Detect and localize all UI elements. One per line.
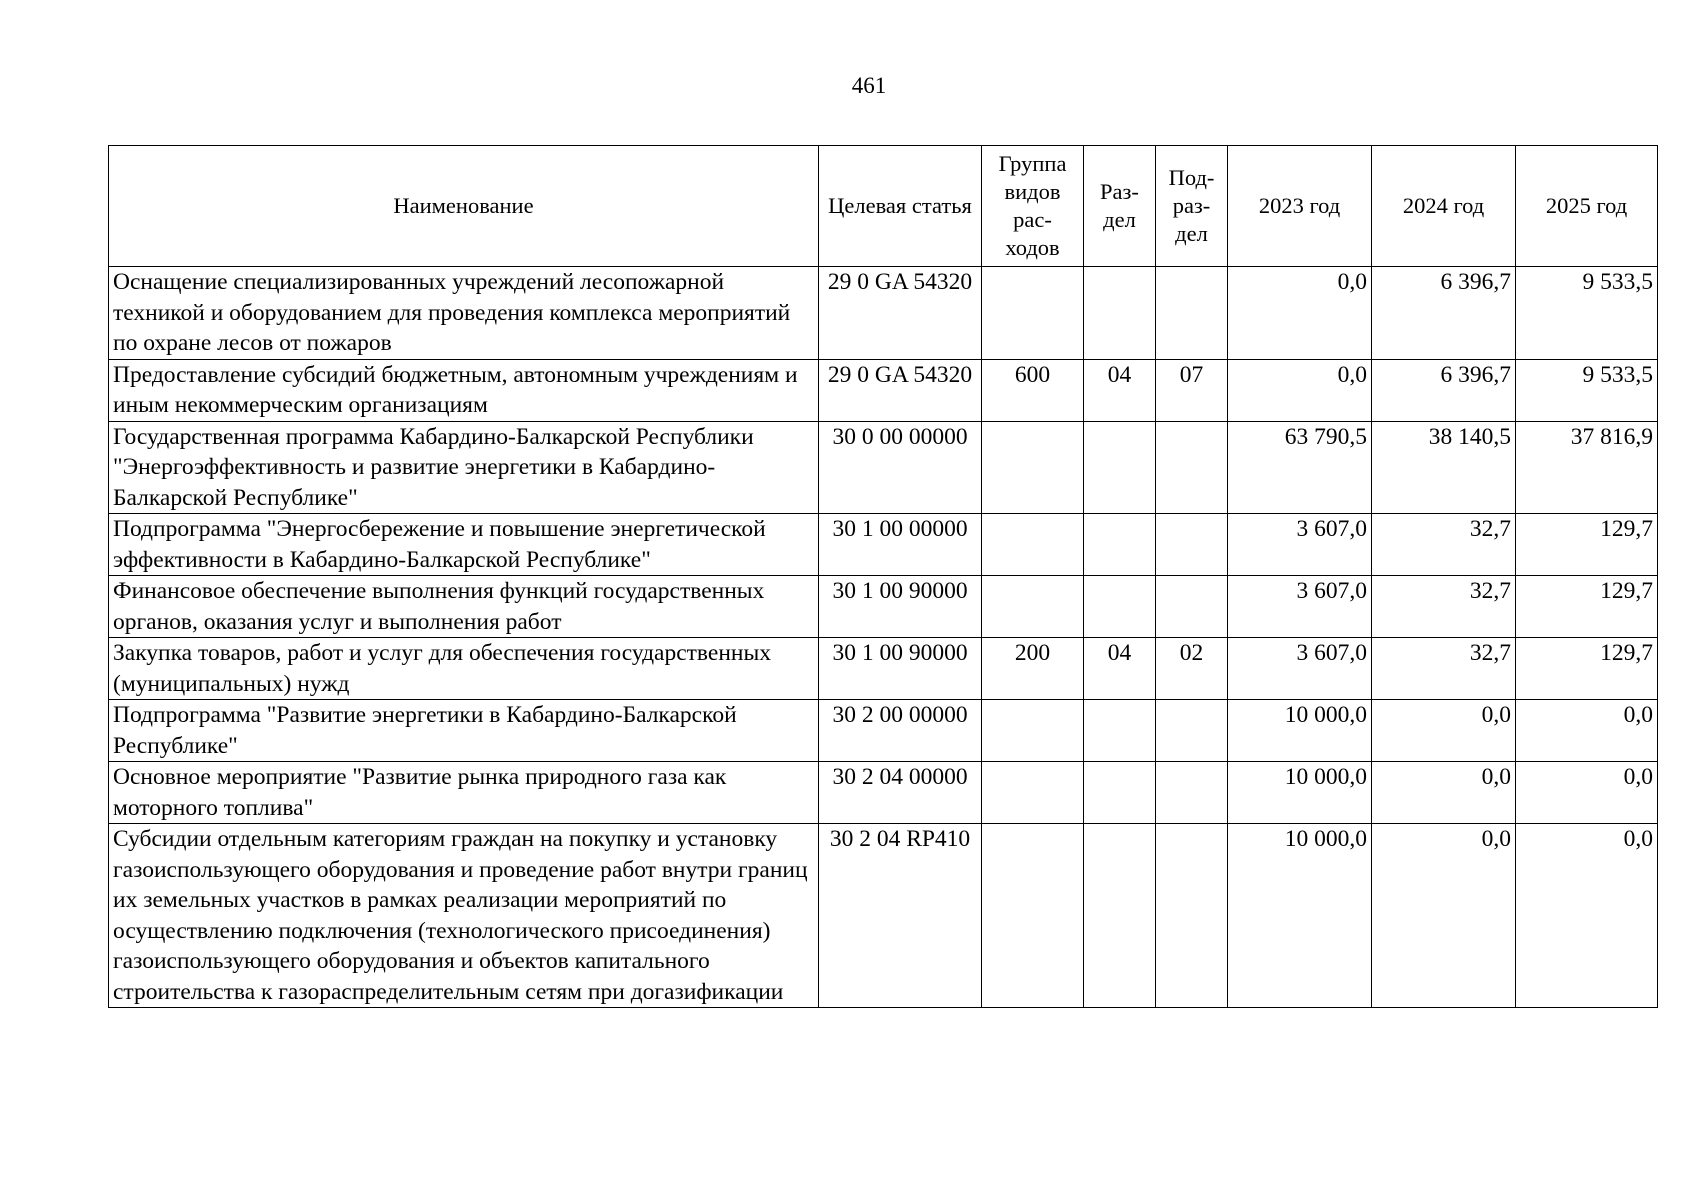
row-group <box>982 762 1084 824</box>
row-2023: 10 000,0 <box>1228 700 1372 762</box>
header-subsection: Под- раз- дел <box>1156 146 1228 267</box>
table-row <box>109 700 1658 762</box>
row-subsection <box>1156 762 1228 824</box>
row-2024: 32,7 <box>1372 638 1516 700</box>
row-target: 29 0 GA 54320 <box>819 267 982 360</box>
row-group <box>982 824 1084 1008</box>
row-2025: 0,0 <box>1516 762 1658 824</box>
row-2024: 6 396,7 <box>1372 267 1516 360</box>
row-section <box>1084 514 1156 576</box>
row-name: Субсидии отдельным категориям граждан на покупку и установку газоиспользующего оборудования и проведение работ внутри границ их земельных участков в рамках реализации мероприятий по осуществлению подключения (технологического присоединения) газоиспользующего оборудования и объектов капитального строительства к газораспределительным сетям при догазификации <box>109 824 819 1008</box>
row-target: 30 1 00 90000 <box>819 576 982 638</box>
header-target: Целевая статья <box>819 146 982 267</box>
row-2023: 0,0 <box>1228 359 1372 421</box>
row-group: 600 <box>982 359 1084 421</box>
row-target: 30 2 00 00000 <box>819 700 982 762</box>
table-row <box>109 824 1658 1008</box>
row-name: Финансовое обеспечение выполнения функций государственных органов, оказания услуг и выполнения работ <box>109 576 819 638</box>
row-2023: 10 000,0 <box>1228 762 1372 824</box>
row-2023: 10 000,0 <box>1228 824 1372 1008</box>
row-section: 04 <box>1084 638 1156 700</box>
table-row <box>109 762 1658 824</box>
row-target: 29 0 GA 54320 <box>819 359 982 421</box>
row-name: Основное мероприятие "Развитие рынка природного газа как моторного топлива" <box>109 762 819 824</box>
row-name: Предоставление субсидий бюджетным, автономным учреждениям и иным некоммерческим организациям <box>109 359 819 421</box>
row-2024: 32,7 <box>1372 576 1516 638</box>
row-name: Государственная программа Кабардино-Балкарской Республики "Энергоэффективность и развитие энергетики в Кабардино-Балкарской Республике" <box>109 421 819 514</box>
row-2024: 0,0 <box>1372 824 1516 1008</box>
row-2025: 9 533,5 <box>1516 267 1658 360</box>
row-subsection <box>1156 576 1228 638</box>
budget-table <box>108 145 1658 1008</box>
row-group <box>982 700 1084 762</box>
row-target: 30 2 04 00000 <box>819 762 982 824</box>
header-year-2025: 2025 год <box>1516 146 1658 267</box>
table-row <box>109 576 1658 638</box>
row-2025: 129,7 <box>1516 638 1658 700</box>
row-2023: 3 607,0 <box>1228 514 1372 576</box>
row-group <box>982 421 1084 514</box>
table-row <box>109 267 1658 360</box>
row-group <box>982 576 1084 638</box>
row-2023: 3 607,0 <box>1228 576 1372 638</box>
row-section <box>1084 762 1156 824</box>
row-2025: 9 533,5 <box>1516 359 1658 421</box>
row-2024: 32,7 <box>1372 514 1516 576</box>
row-2023: 0,0 <box>1228 267 1372 360</box>
table-row <box>109 638 1658 700</box>
row-2024: 0,0 <box>1372 762 1516 824</box>
row-subsection <box>1156 421 1228 514</box>
row-name: Подпрограмма "Энергосбережение и повышение энергетической эффективности в Кабардино-Балкарской Республике" <box>109 514 819 576</box>
row-2025: 129,7 <box>1516 576 1658 638</box>
table-row <box>109 514 1658 576</box>
row-target: 30 1 00 90000 <box>819 638 982 700</box>
row-subsection: 02 <box>1156 638 1228 700</box>
row-group <box>982 514 1084 576</box>
row-target: 30 0 00 00000 <box>819 421 982 514</box>
row-2024: 6 396,7 <box>1372 359 1516 421</box>
row-target: 30 1 00 00000 <box>819 514 982 576</box>
row-section: 04 <box>1084 359 1156 421</box>
row-2023: 3 607,0 <box>1228 638 1372 700</box>
row-subsection <box>1156 514 1228 576</box>
row-2025: 37 816,9 <box>1516 421 1658 514</box>
row-section <box>1084 267 1156 360</box>
row-2025: 129,7 <box>1516 514 1658 576</box>
header-expense-group: Группа видов рас- ходов <box>982 146 1084 267</box>
row-section <box>1084 700 1156 762</box>
row-2023: 63 790,5 <box>1228 421 1372 514</box>
header-year-2024: 2024 год <box>1372 146 1516 267</box>
table-row <box>109 359 1658 421</box>
row-subsection <box>1156 824 1228 1008</box>
row-group: 200 <box>982 638 1084 700</box>
row-2024: 0,0 <box>1372 700 1516 762</box>
header-section: Раз- дел <box>1084 146 1156 267</box>
header-name: Наименование <box>109 146 819 267</box>
header-year-2023: 2023 год <box>1228 146 1372 267</box>
row-name: Закупка товаров, работ и услуг для обеспечения государственных (муниципальных) нужд <box>109 638 819 700</box>
row-section <box>1084 421 1156 514</box>
row-target: 30 2 04 RP410 <box>819 824 982 1008</box>
row-2025: 0,0 <box>1516 824 1658 1008</box>
row-name: Оснащение специализированных учреждений лесопожарной техникой и оборудованием для проведения комплекса мероприятий по охране лесов от пожаров <box>109 267 819 360</box>
row-2025: 0,0 <box>1516 700 1658 762</box>
row-subsection <box>1156 267 1228 360</box>
page-number: 461 <box>851 73 887 98</box>
table-row <box>109 421 1658 514</box>
table-header-row <box>109 146 1658 267</box>
row-name: Подпрограмма "Развитие энергетики в Кабардино-Балкарской Республике" <box>109 700 819 762</box>
row-group <box>982 267 1084 360</box>
row-2024: 38 140,5 <box>1372 421 1516 514</box>
row-subsection: 07 <box>1156 359 1228 421</box>
row-section <box>1084 576 1156 638</box>
row-section <box>1084 824 1156 1008</box>
row-subsection <box>1156 700 1228 762</box>
